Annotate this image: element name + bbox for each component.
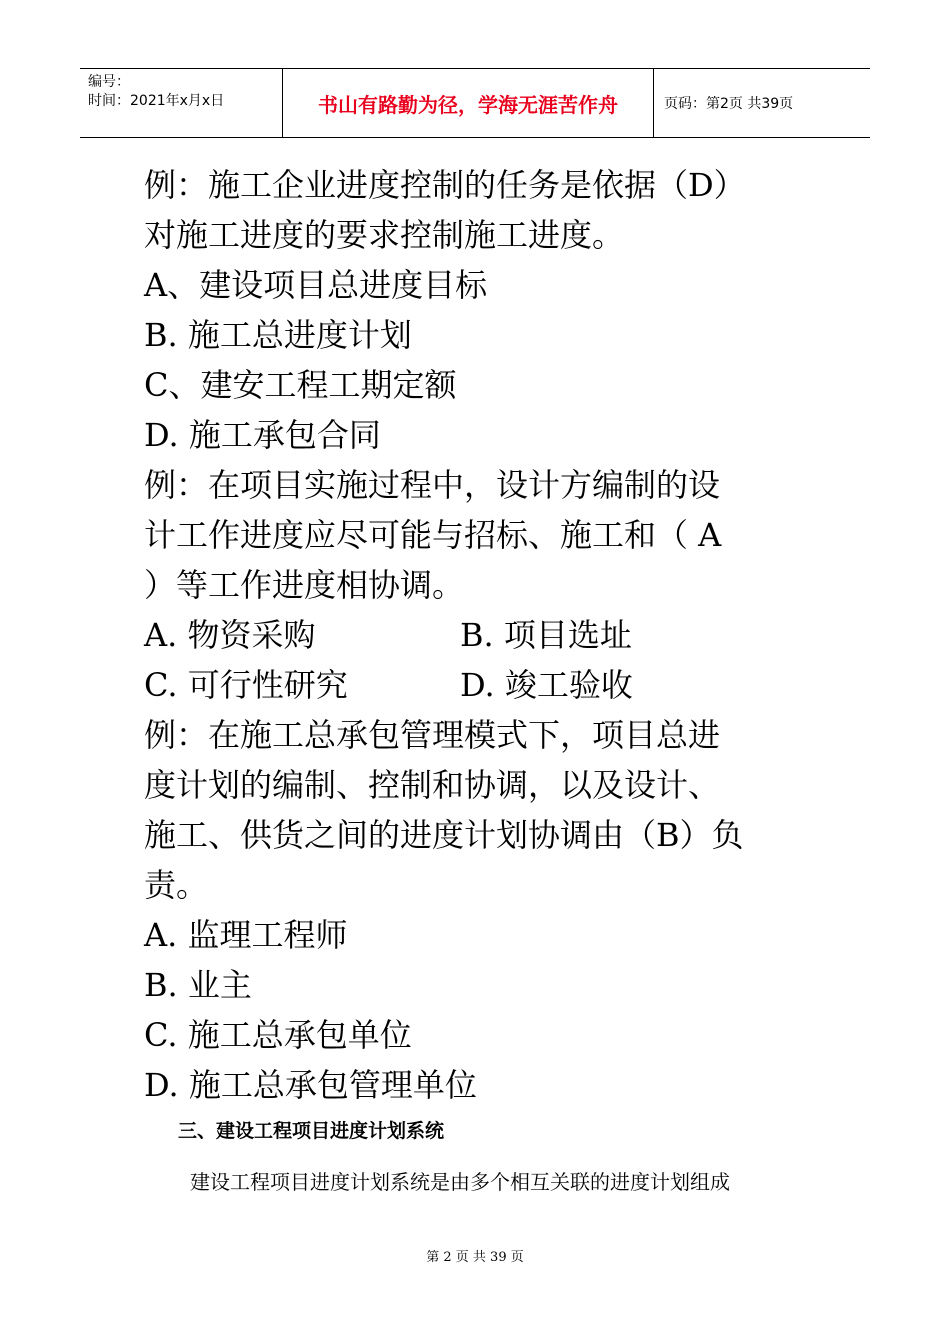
text-line: C、建安工程工期定额 [144,366,457,404]
text-line: 计工作进度应尽可能与招标、施工和（ A [144,516,722,554]
text-line: 例：施工企业进度控制的任务是依据（D） [144,166,746,204]
text-line: 施工、供货之间的进度计划协调由（B）负 [144,816,744,854]
option-b: B. 项目选址 [460,616,632,654]
text-line: A、建设项目总进度目标 [144,266,488,304]
text-line: 度计划的编制、控制和协调，以及设计、 [144,766,721,804]
options-row [144,610,824,660]
text-line: A. 监理工程师 [144,916,348,954]
text-line: 对施工进度的要求控制施工进度。 [144,216,625,254]
page-footer: 第 2 页 共 39 页 [426,1250,524,1265]
text-line: 例：在项目实施过程中，设计方编制的设 [144,466,721,504]
option-c: C. 可行性研究 [144,666,348,704]
section-title: 三、建设工程项目进度计划系统 [178,1120,445,1142]
option-a: A. 物资采购 [144,616,316,654]
body-paragraph: 建设工程项目进度计划系统是由多个相互关联的进度计划组成 [190,1170,730,1194]
text-line: ）等工作进度相协调。 [144,566,465,604]
text-line: B. 业主 [144,966,252,1004]
header-page-info: 页码：第2页 共39页 [664,96,794,112]
text-line: B. 施工总进度计划 [144,316,412,354]
text-line: C. 施工总承包单位 [144,1016,412,1054]
number-label: 编号： [88,74,130,90]
options-row [144,660,824,710]
text-line: D. 施工总承包管理单位 [144,1066,477,1104]
header-left-cell [80,69,282,137]
option-d: D. 竣工验收 [460,666,633,704]
text-line: 责。 [144,866,209,904]
time-label: 时间：2021年x月x日 [88,93,225,109]
text-line: 例：在施工总承包管理模式下，项目总进 [144,716,721,754]
text-line: D. 施工承包合同 [144,416,381,454]
page-header [80,68,870,138]
header-motto: 书山有路勤为径，学海无涯苦作舟 [282,69,654,137]
question-content [144,160,824,1110]
